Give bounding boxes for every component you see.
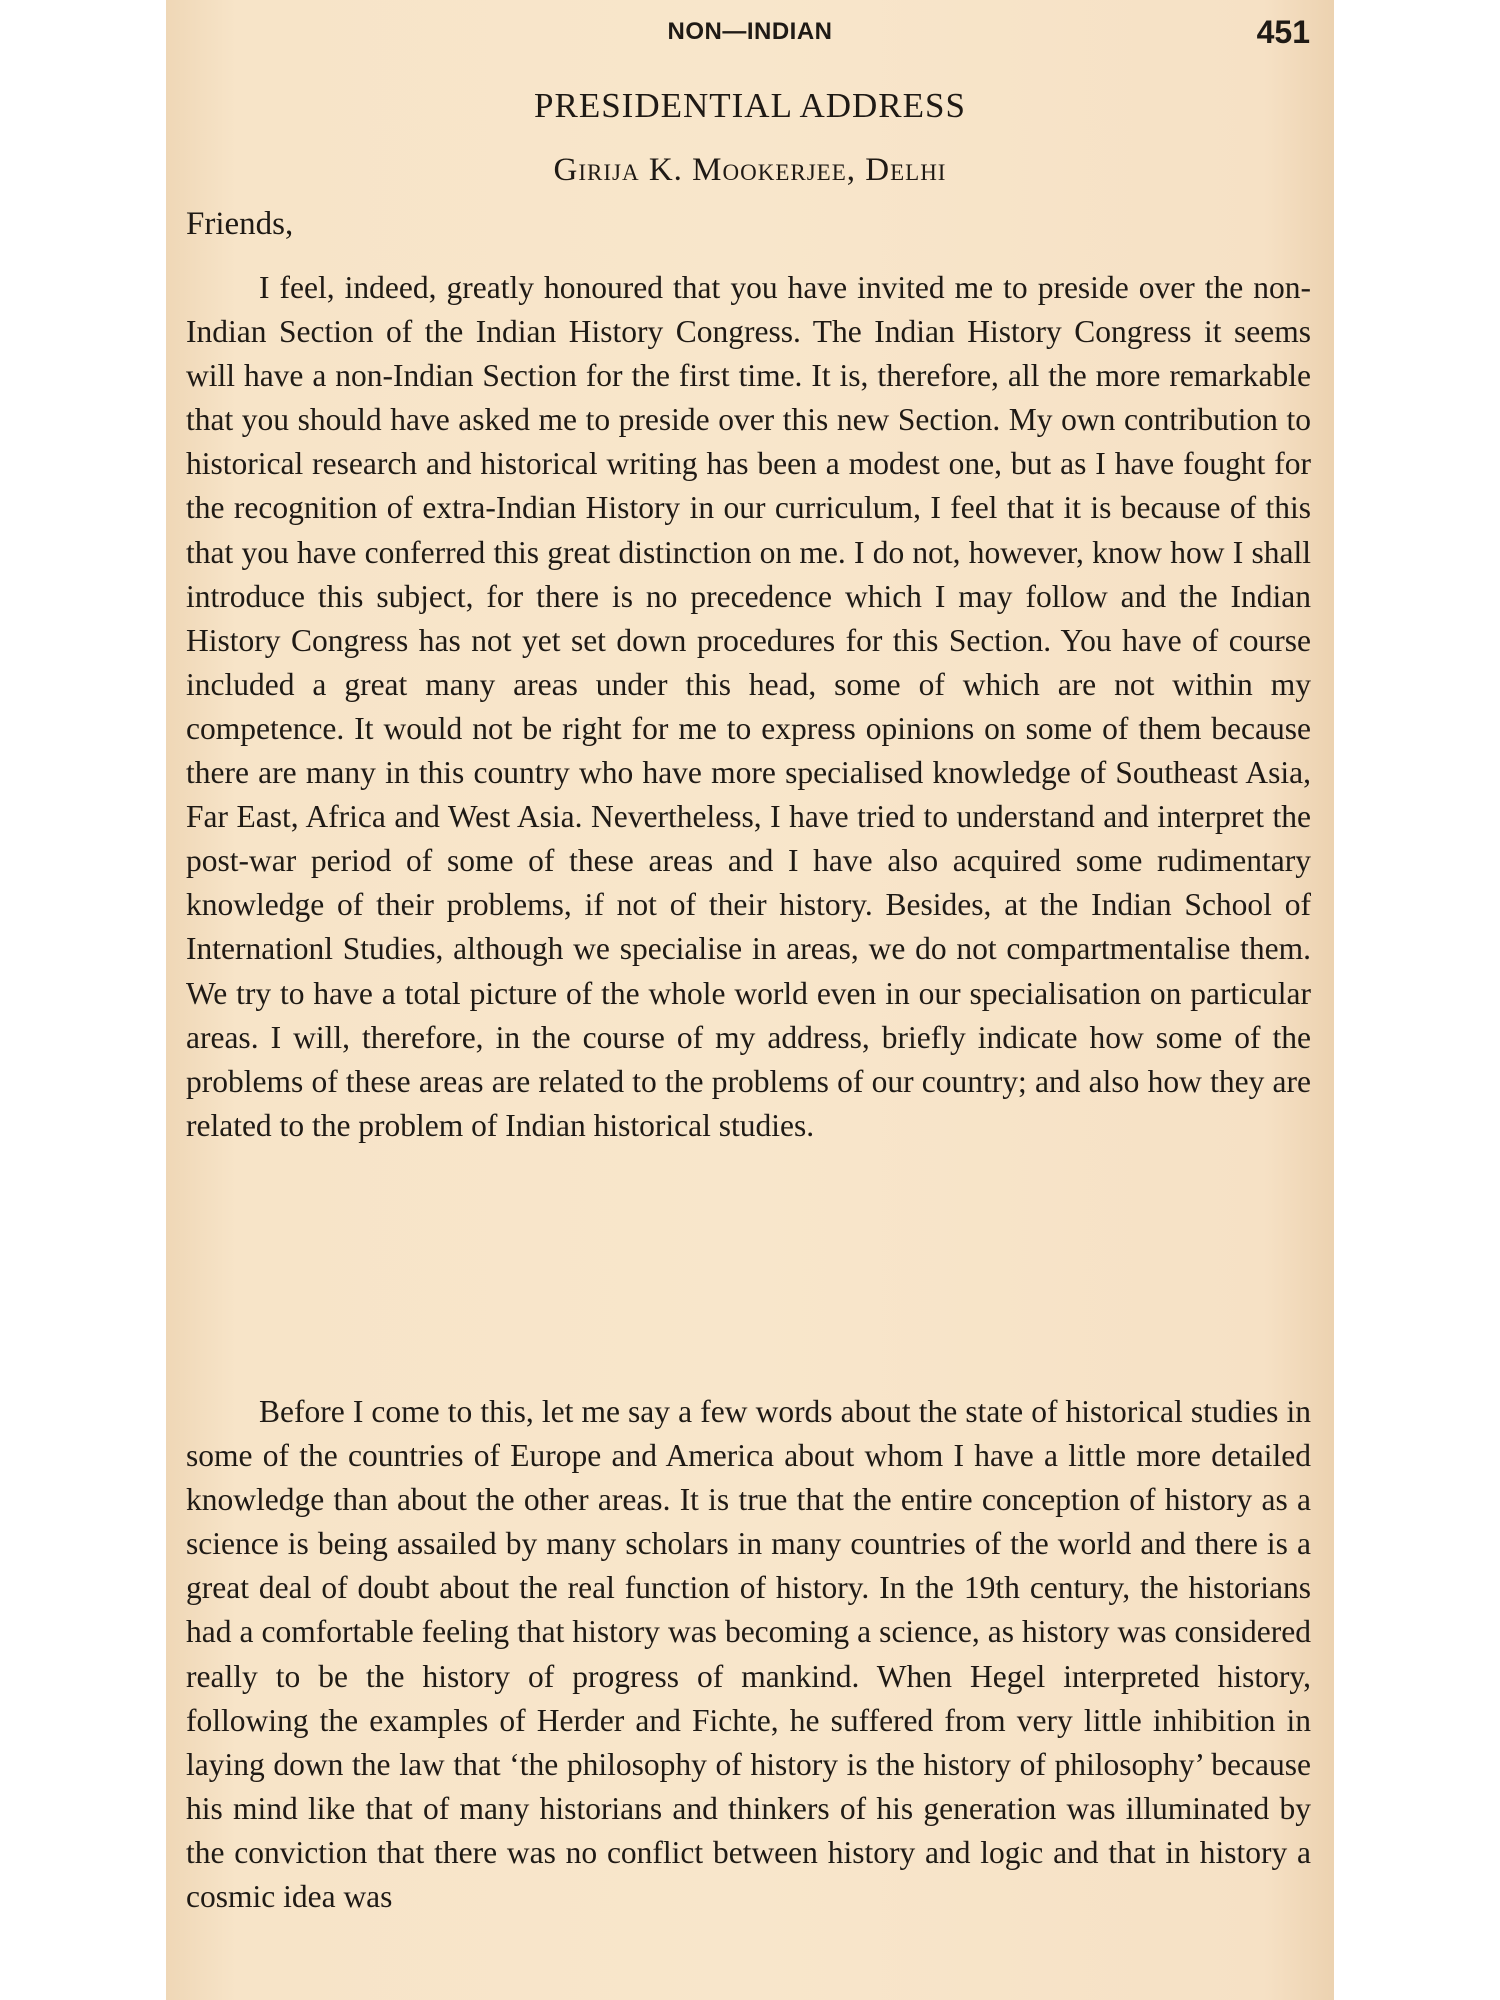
paragraph-1: I feel, indeed, greatly honoured that you have invited me to preside over the non-Indian Section of the Indian History Congress. The Indian History Congress it seems will have a non-Indian Section for the first time. It is, therefore, all the more remarkable that you should have asked me to preside over this new Section. My own contribution to historical research and historical writing has been a modest one, but as I have fought for the recognition of extra-Indian History in our curriculum, I feel that it is because of this that you have conferred this great distinction on me. I do not, however, know how I shall introduce this subject, for there is no precedence which I may follow and the Indian History Congress has not yet set down procedures for this Section. You have of course included a great many areas under this head, some of which are not within my competence. It would not be right for me to express opinions on some of them because there are many in this country who have more specialised knowledge of Southeast Asia, Far East, Africa and West Asia. Nevertheless, I have tried to understand and interpret the post-war period of some of these areas and I have also acquired some rudimentary knowledge of their problems, if not of their history. Besides, at the Indian School of Internationl Studies, although we specialise in areas, we do not compartmentalise them. We try to have a total picture of the whole world even in our specialisation on particular areas. I will, therefore, in the course of my address, briefly indicate how some of the problems of these areas are related to the problems of our country; and also how they are related to the problem of Indian historical studies. — [186, 270, 1311, 1143]
salutation: Friends, — [186, 206, 294, 242]
running-head — [166, 14, 1334, 54]
book-page — [166, 0, 1334, 2000]
author-line: Girija K. Mookerjee, Delhi — [553, 152, 947, 188]
address-title: PRESIDENTIAL ADDRESS — [534, 86, 966, 125]
paragraph-2: Before I come to this, let me say a few words about the state of historical studies in some of the countries of Europe and America about whom I have a little more detailed knowledge than about the other areas. It is true that the entire conception of history as a science is being assailed by many scholars in many countries of the world and there is a great deal of doubt about the real function of history. In the 19th century, the historians had a comfortable feeling that history was becoming a science, as history was considered really to be the history of progress of mankind. When Hegel interpreted history, following the examples of Herder and Fichte, he suffered from very little inhibition in laying down the law that ‘the philosophy of history is the history of philosophy’ because his mind like that of many historians and thinkers of his generation was illuminated by the conviction that there was no conflict between history and logic and that in history a cosmic idea was — [186, 1394, 1311, 1915]
page-number: 451 — [1256, 14, 1310, 50]
running-title: NON—INDIAN — [667, 18, 833, 45]
